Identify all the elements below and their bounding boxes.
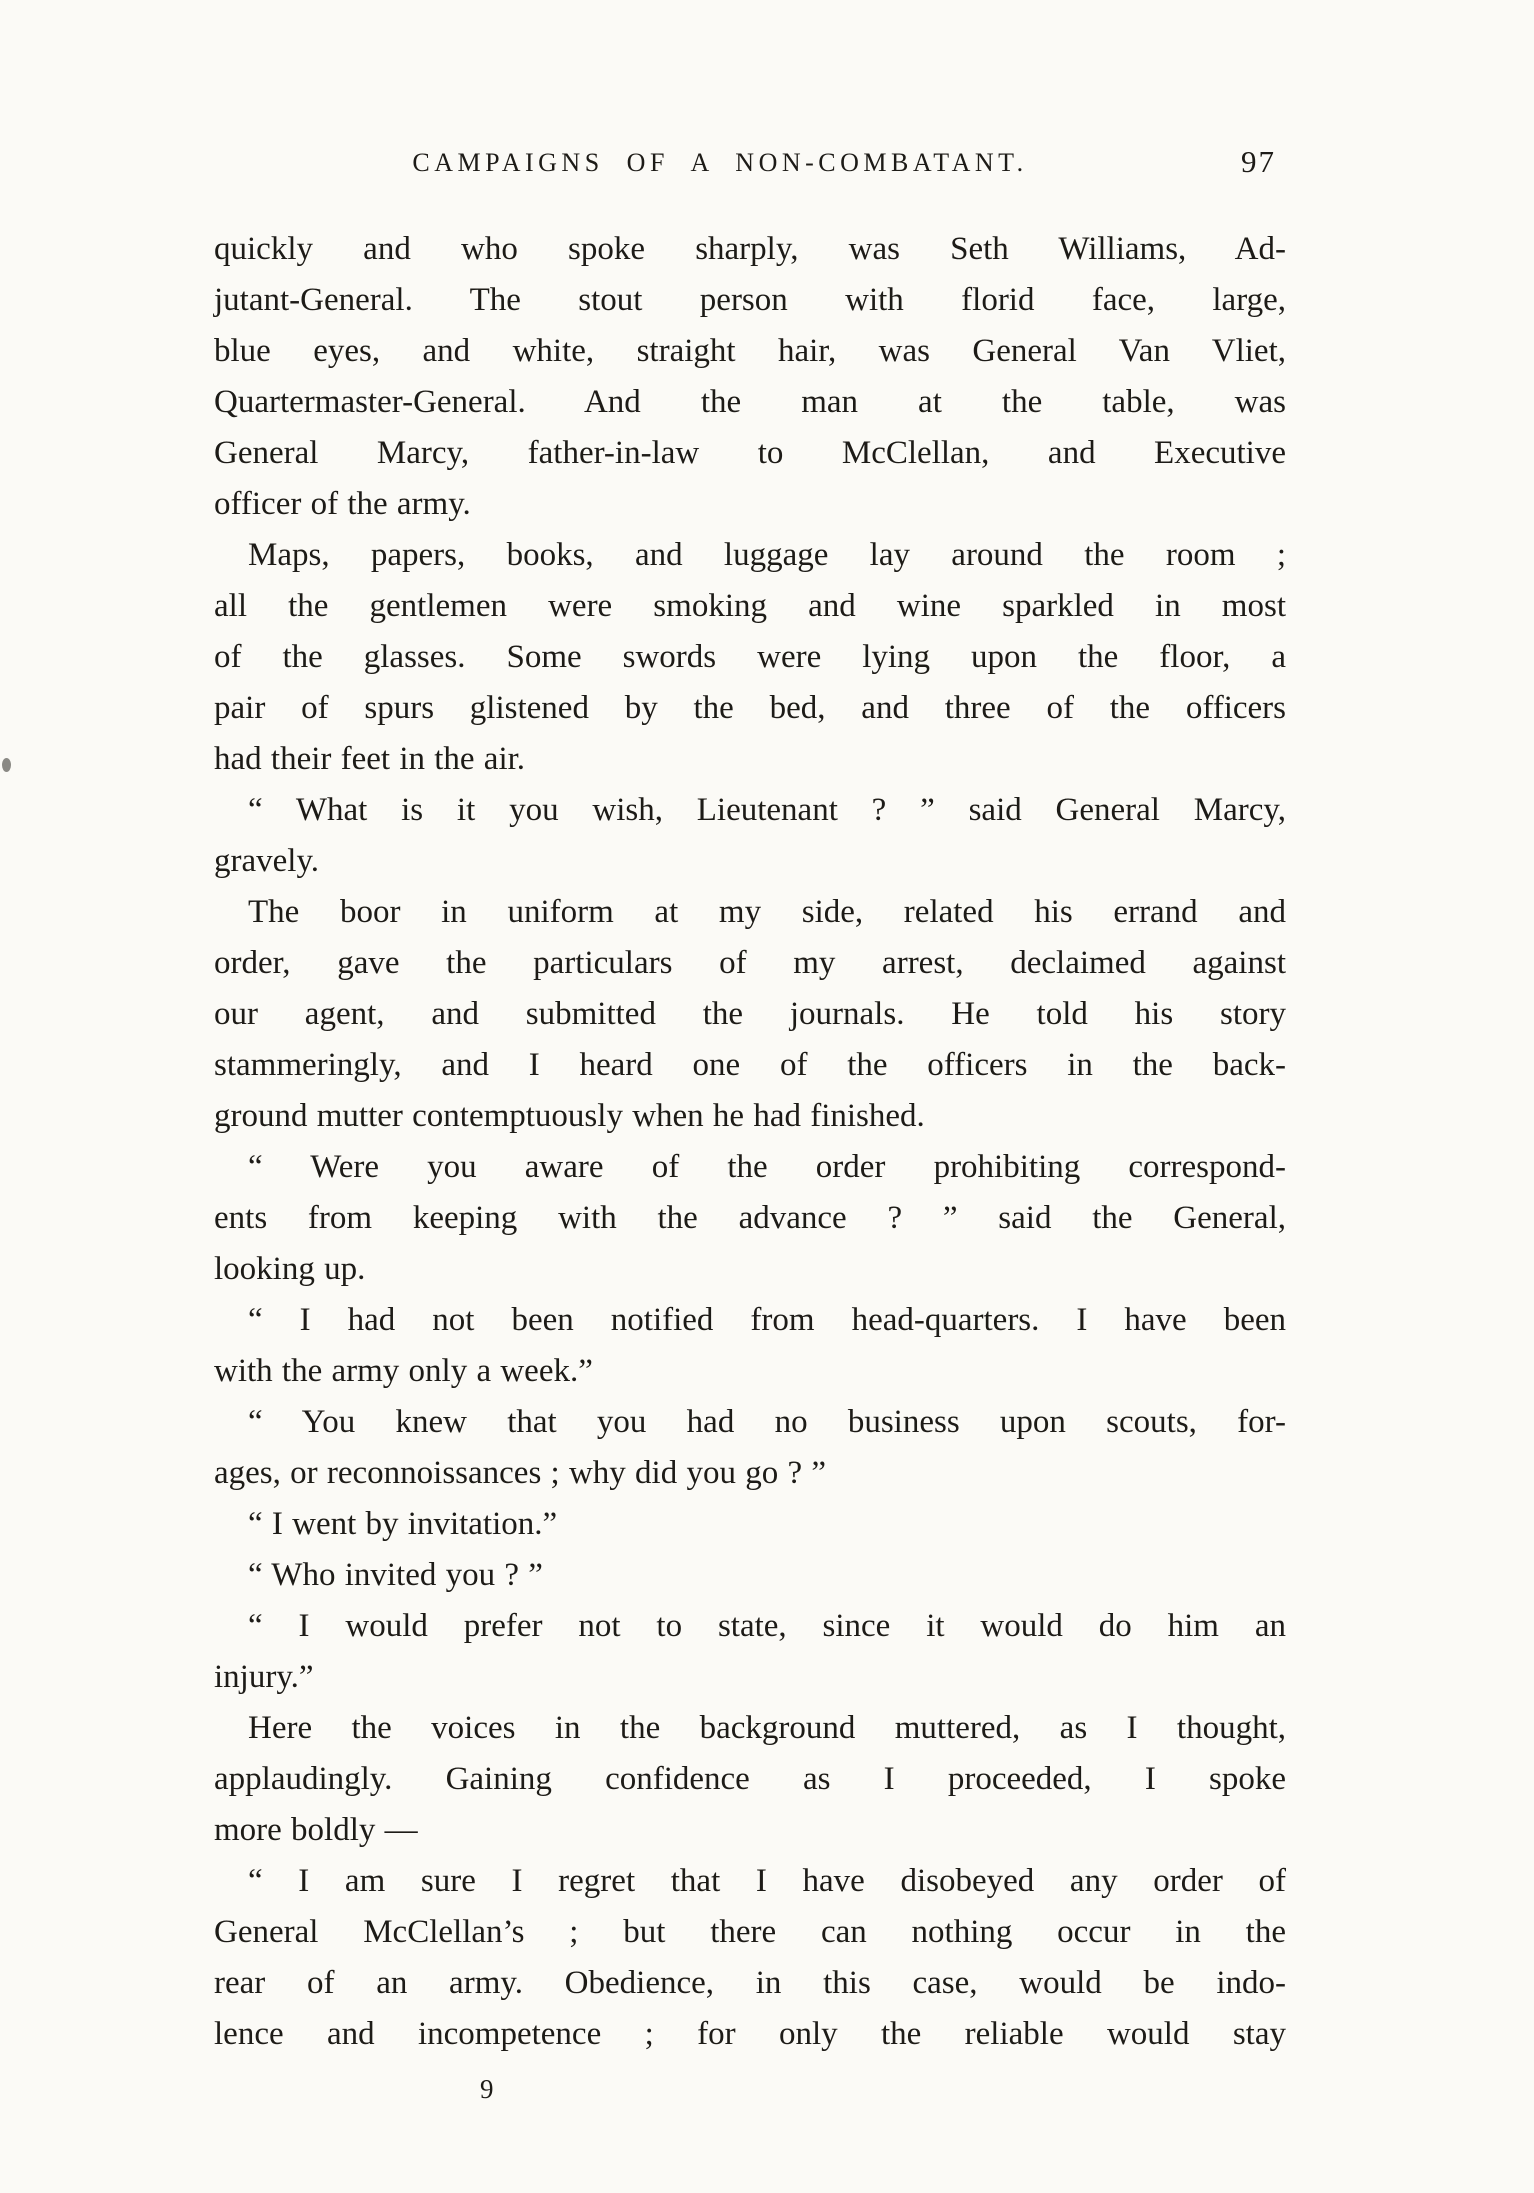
text-line: “ Who invited you ? ” — [248, 1557, 543, 1593]
text-line: “ I am sure I regret that I have disobeyed any order of — [248, 1863, 1286, 1899]
text-line: ents from keeping with the advance ? ” said the General, — [214, 1200, 1286, 1236]
paragraph — [214, 1550, 1286, 1601]
text-line: had their feet in the air. — [214, 741, 526, 777]
text-line: The boor in uniform at my side, related his errand and — [248, 894, 1286, 930]
paragraph — [214, 1499, 1286, 1550]
text-line: General McClellan’s ; but there can nothing occur in the — [214, 1914, 1286, 1950]
paragraph — [214, 530, 1286, 785]
text-line: with the army only a week.” — [214, 1353, 593, 1389]
signature-mark: 9 — [480, 2074, 494, 2104]
text-line: ground mutter contemptuously when he had finished. — [214, 1098, 925, 1134]
text-line: all the gentlemen were smoking and wine sparkled in most — [214, 588, 1286, 624]
paragraph — [214, 785, 1286, 887]
text-line: Quartermaster-General. And the man at the table, was — [214, 384, 1286, 420]
text-line: quickly and who spoke sharply, was Seth Williams, Ad- — [214, 231, 1286, 267]
text-line: “ What is it you wish, Lieutenant ? ” said General Marcy, — [248, 792, 1286, 828]
text-line: of the glasses. Some swords were lying upon the floor, a — [214, 639, 1286, 675]
text-line: “ I would prefer not to state, since it would do him an — [248, 1608, 1286, 1644]
text-line: ages, or reconnoissances ; why did you go ? ” — [214, 1455, 827, 1491]
paragraph — [214, 224, 1286, 530]
page-body — [214, 224, 1286, 2060]
page-number: 97 — [1241, 144, 1276, 179]
text-line: Here the voices in the background muttered, as I thought, — [248, 1710, 1286, 1746]
paragraph — [214, 1142, 1286, 1295]
text-line: pair of spurs glistened by the bed, and three of the officers — [214, 690, 1286, 726]
text-line: more boldly — — [214, 1812, 418, 1848]
text-line: blue eyes, and white, straight hair, was General Van Vliet, — [214, 333, 1286, 369]
paragraph — [214, 1397, 1286, 1499]
paragraph — [214, 1295, 1286, 1397]
text-line: General Marcy, father-in-law to McClellan, and Executive — [214, 435, 1286, 471]
paragraph — [214, 1601, 1286, 1703]
text-line: gravely. — [214, 843, 320, 879]
text-line: lence and incompetence ; for only the reliable would stay — [214, 2016, 1286, 2052]
text-line: stammeringly, and I heard one of the officers in the back- — [214, 1047, 1286, 1083]
text-line: “ You knew that you had no business upon scouts, for- — [248, 1404, 1286, 1440]
text-line: officer of the army. — [214, 486, 471, 522]
text-line: injury.” — [214, 1659, 314, 1695]
text-line: rear of an army. Obedience, in this case, would be indo- — [214, 1965, 1286, 2001]
text-line: looking up. — [214, 1251, 366, 1287]
text-line: “ Were you aware of the order prohibiting correspond- — [248, 1149, 1286, 1185]
text-line: “ I had not been notified from head-quarters. I have been — [248, 1302, 1286, 1338]
page-header — [214, 144, 1286, 194]
text-line: applaudingly. Gaining confidence as I proceeded, I spoke — [214, 1761, 1286, 1797]
text-line: order, gave the particulars of my arrest, declaimed against — [214, 945, 1286, 981]
text-line: “ I went by invitation.” — [248, 1506, 558, 1542]
paragraph — [214, 1856, 1286, 2060]
paragraph — [214, 1703, 1286, 1856]
scan-artifact — [2, 758, 11, 772]
running-title: CAMPAIGNS OF A NON-COMBATANT. — [412, 148, 1028, 177]
text-line: our agent, and submitted the journals. He told his story — [214, 996, 1286, 1032]
text-line: jutant-General. The stout person with florid face, large, — [214, 282, 1286, 318]
text-line: Maps, papers, books, and luggage lay around the room ; — [248, 537, 1286, 573]
paragraph — [214, 887, 1286, 1142]
